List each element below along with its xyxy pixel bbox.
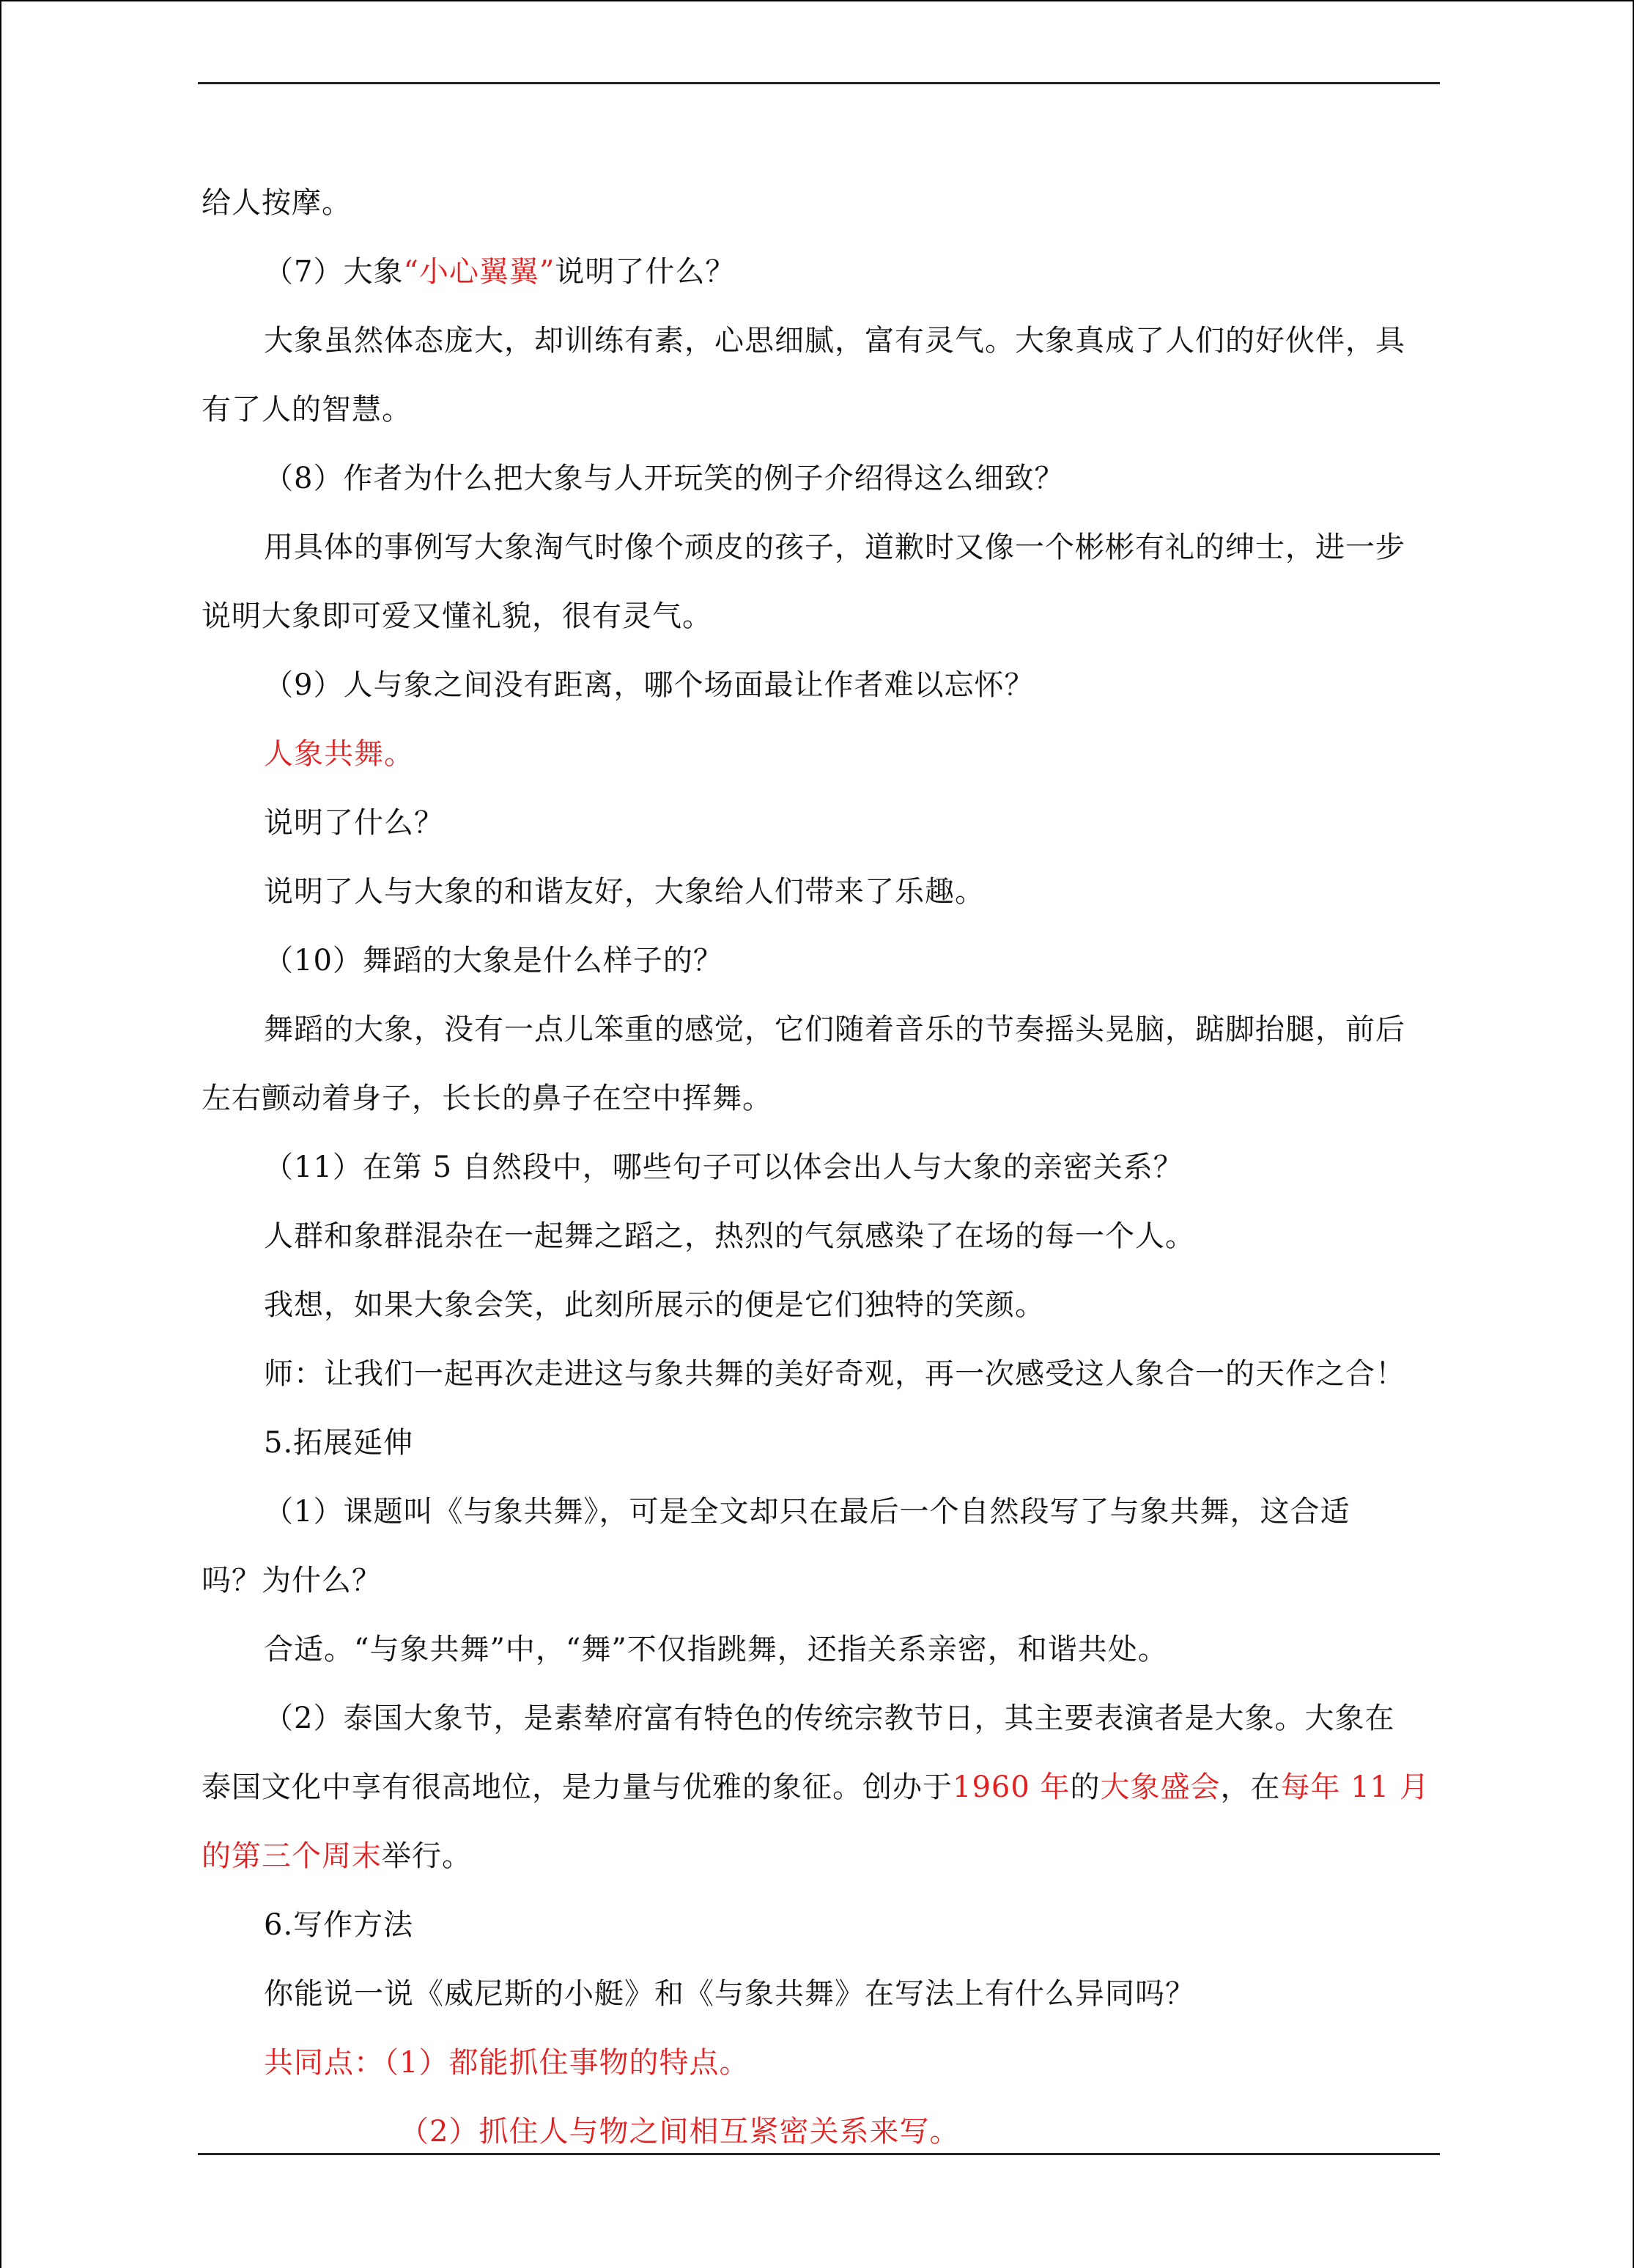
text-line [202,1753,1440,1822]
text-span: 给人按摩。 [202,186,352,220]
text-span: 说明大象即可爱又懂礼貌，很有灵气。 [202,599,712,633]
text-line [202,926,1440,995]
text-span: 说明了什么？ [264,806,444,840]
text-span: 举行。 [382,1839,472,1873]
text-span: ，在 [1220,1770,1281,1804]
highlighted-text: “小心翼翼” [403,255,555,289]
text-line [202,306,1440,375]
text-span: （11）在第 5 自然段中，哪些句子可以体会出人与大象的亲密关系？ [264,1150,1183,1184]
text-span: （8）作者为什么把大象与人开玩笑的例子介绍得这么细致？ [264,462,1065,495]
text-span: 人群和象群混杂在一起舞之蹈之，热烈的气氛感染了在场的每一个人。 [264,1219,1195,1253]
highlighted-text: 1960 年 [953,1770,1071,1804]
text-span: 师：让我们一起再次走进这与象共舞的美好奇观，再一次感受这人象合一的天作之合！ [264,1357,1405,1391]
text-span: 我想，如果大象会笑，此刻所展示的便是它们独特的笑颜。 [264,1288,1045,1322]
text-line [202,2097,1440,2166]
highlighted-text: 人象共舞。 [264,737,414,771]
highlighted-text: 大象盛会 [1100,1770,1221,1804]
text-line [202,2028,1440,2097]
text-line [202,1891,1440,1959]
footer-rule [198,2153,1440,2155]
text-line [202,995,1440,1064]
text-span: （1）课题叫《与象共舞》，可是全文却只在最后一个自然段写了与象共舞，这合适 [264,1495,1350,1529]
text-line [202,582,1440,651]
text-line [202,1477,1440,1546]
text-span: 有了人的智慧。 [202,393,412,426]
header-rule [198,82,1440,84]
text-line [202,651,1440,720]
text-span: 舞蹈的大象，没有一点儿笨重的感觉，它们随着音乐的节奏摇头晃脑，踮脚抬腿，前后 [264,1013,1405,1046]
text-span: 5.拓展延伸 [264,1426,414,1460]
text-span: 泰国文化中享有很高地位，是力量与优雅的象征。创办于 [202,1770,953,1804]
text-line [202,857,1440,926]
text-line [202,1959,1440,2028]
text-line [202,1133,1440,1202]
text-span: 用具体的事例写大象淘气时像个顽皮的孩子，道歉时又像一个彬彬有礼的绅士，进一步 [264,531,1405,564]
text-span: 你能说一说《威尼斯的小艇》和《与象共舞》在写法上有什么异同吗？ [264,1977,1195,2011]
text-span: （10）舞蹈的大象是什么样子的？ [264,944,723,978]
text-line [202,237,1440,306]
text-span: 6.写作方法 [264,1908,414,1942]
text-line [202,1408,1440,1477]
document-body [202,169,1440,2166]
text-line [202,1340,1440,1408]
text-line [202,444,1440,513]
text-line [202,1064,1440,1133]
text-span: 说明了什么？ [555,255,736,289]
text-line [202,1202,1440,1271]
text-line [202,513,1440,582]
text-line [202,375,1440,444]
text-line [202,720,1440,788]
text-line [202,1822,1440,1891]
text-line [202,169,1440,237]
highlighted-text: （2）抓住人与物之间相互紧密关系来写。 [399,2115,960,2149]
text-span: 说明了人与大象的和谐友好，大象给人们带来了乐趣。 [264,875,985,909]
text-span: （9）人与象之间没有距离，哪个场面最让作者难以忘怀？ [264,668,1035,702]
text-span: 吗？为什么？ [202,1564,382,1597]
text-line [202,788,1440,857]
text-span: （7）大象 [264,255,404,289]
text-line [202,1271,1440,1340]
text-span: 的 [1070,1770,1101,1804]
highlighted-text: 的第三个周末 [202,1839,382,1873]
highlighted-text: 共同点：（1）都能抓住事物的特点。 [264,2046,750,2080]
text-span: 合适。“与象共舞”中，“舞”不仅指跳舞，还指关系亲密，和谐共处。 [264,1633,1168,1666]
text-span: 左右颤动着身子，长长的鼻子在空中挥舞。 [202,1082,772,1115]
text-span: 大象虽然体态庞大，却训练有素，心思细腻，富有灵气。大象真成了人们的好伙伴，具 [264,324,1405,358]
highlighted-text: 每年 11 月 [1280,1770,1430,1804]
text-line [202,1684,1440,1753]
text-line [202,1615,1440,1684]
text-line [202,1546,1440,1615]
text-span: （2）泰国大象节，是素辇府富有特色的传统宗教节日，其主要表演者是大象。大象在 [264,1702,1395,1735]
